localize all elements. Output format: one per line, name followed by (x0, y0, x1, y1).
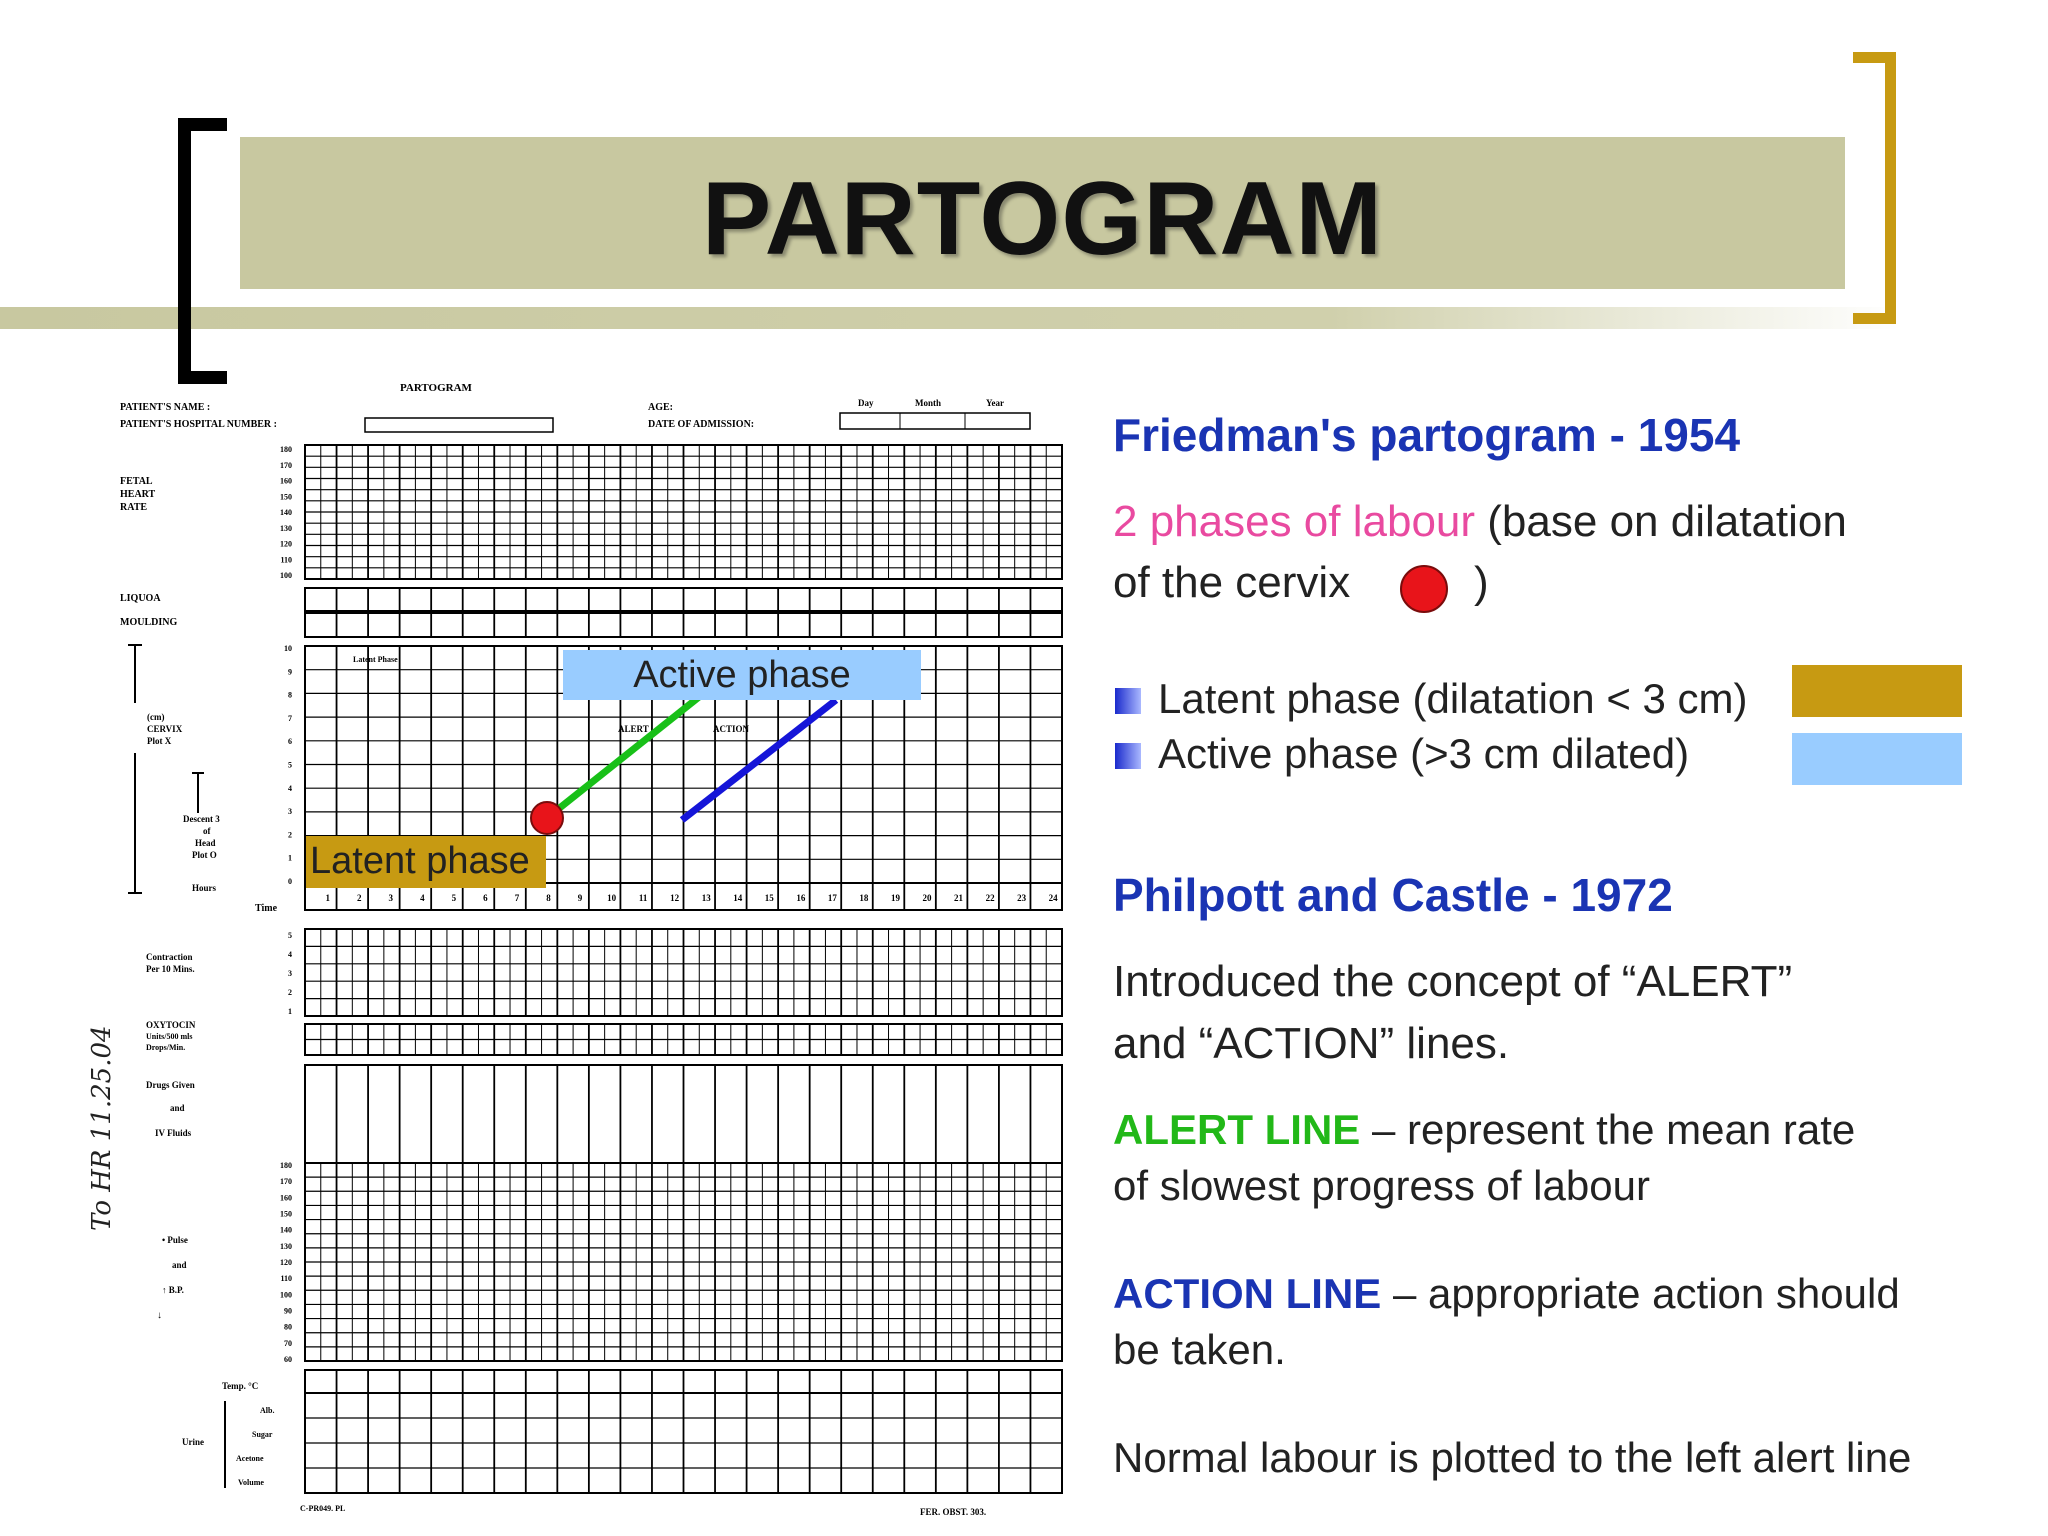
action-line-label: ACTION LINE (1113, 1270, 1382, 1317)
descent-label-1: Descent 3 (183, 814, 220, 824)
pulse-scale-tick: 130 (280, 1241, 292, 1251)
cervix-label-1: (cm) (147, 712, 165, 722)
form-partial-header: PARTOGRAM (400, 382, 472, 394)
hour-number: 16 (796, 893, 806, 903)
alert-line-description-2: of slowest progress of labour (1113, 1162, 1650, 1209)
active-phase-overlay-label: Active phase (633, 654, 851, 696)
moulding-label: MOULDING (120, 617, 178, 628)
fhr-label-1: FETAL (120, 476, 153, 487)
alert-small-label: ALERT (618, 724, 649, 734)
descent-label-3: Head (195, 838, 216, 848)
pulse-scale-tick: 120 (280, 1258, 292, 1267)
cervix-scale-tick: 8 (288, 690, 292, 700)
contraction-scale-tick: 3 (288, 969, 292, 978)
patient-name-label: PATIENT'S NAME : (120, 402, 211, 413)
form-footer-left: C-PR049. PL (300, 1504, 346, 1513)
hour-number: 24 (1048, 893, 1058, 903)
fhr-scale-tick: 120 (280, 539, 292, 549)
hour-number: 7 (514, 893, 520, 903)
hour-number: 10 (607, 893, 617, 903)
latent-phase-small-label: Latent Phase (353, 655, 398, 664)
fhr-scale-tick: 130 (280, 523, 292, 533)
hour-number: 1 (325, 893, 330, 903)
phases-rest-text: (base on dilatation (1487, 497, 1847, 546)
year-label: Year (986, 398, 1004, 408)
drugs-label-2: and (170, 1103, 185, 1113)
cervix-scale-tick: 0 (288, 877, 292, 886)
latent-active-transition-dot (531, 802, 563, 834)
oxytocin-label-3: Drops/Min. (146, 1043, 186, 1052)
hour-number: 18 (859, 893, 869, 903)
alert-line-label: ALERT LINE (1113, 1106, 1361, 1153)
fhr-scale-tick: 180 (280, 445, 292, 454)
hour-number: 6 (483, 893, 488, 903)
pulse-scale-tick: 110 (280, 1274, 292, 1284)
oxytocin-label-2: Units/500 mls (146, 1032, 193, 1041)
hour-number: 15 (764, 893, 774, 903)
hour-number: 21 (954, 893, 964, 903)
cervix-label-2: CERVIX (147, 724, 183, 734)
drugs-label-1: Drugs Given (146, 1080, 195, 1090)
cervix-scale-tick: 3 (288, 807, 292, 817)
date-admission-label: DATE OF ADMISSION: (648, 419, 755, 430)
hour-number: 9 (577, 893, 583, 903)
month-label: Month (915, 398, 942, 408)
hour-number: 19 (890, 893, 900, 903)
urine-sugar-label: Sugar (252, 1430, 273, 1439)
contraction-scale-tick: 4 (288, 950, 292, 959)
cervix-scale-tick: 7 (288, 713, 292, 723)
cervix-scale-tick: 6 (288, 737, 292, 747)
descent-label-2: of (203, 826, 211, 836)
bullet-square-icon (1115, 743, 1141, 769)
hour-number: 11 (638, 893, 648, 903)
hours-label: Hours (192, 883, 217, 893)
handwritten-note: To HR 11.25.04 (87, 1025, 117, 1231)
action-line (682, 700, 836, 820)
cervix-scale-tick: 1 (288, 853, 292, 863)
urine-acetone-label: Acetone (236, 1454, 264, 1463)
descent-label-4: Plot O (192, 850, 217, 860)
fhr-scale-tick: 110 (280, 555, 292, 565)
pulse-scale-tick: 80 (284, 1322, 292, 1332)
hour-number: 4 (420, 893, 425, 903)
hour-number: 12 (670, 893, 680, 903)
pulse-scale-tick: 150 (280, 1209, 292, 1219)
cervix-scale-tick: 4 (288, 783, 292, 793)
cervix-red-dot-icon (1400, 565, 1448, 613)
time-label: Time (255, 903, 278, 914)
action-line-description (1113, 1270, 1900, 1318)
fhr-scale-tick: 150 (280, 492, 292, 502)
hour-number: 23 (1017, 893, 1027, 903)
contraction-label-1: Contraction (146, 952, 193, 962)
action-small-label: ACTION (713, 724, 750, 734)
hour-number: 3 (388, 893, 394, 903)
hour-number: 13 (701, 893, 711, 903)
fhr-scale-tick: 170 (280, 460, 292, 470)
urine-volume-label: Volume (238, 1478, 264, 1487)
hour-number: 8 (546, 893, 551, 903)
hour-number: 20 (922, 893, 932, 903)
phases-line-2: of the cervix (1113, 558, 1351, 607)
cervix-scale-tick: 9 (288, 667, 292, 677)
contraction-scale-tick: 1 (288, 1007, 292, 1016)
alert-line-rest: – represent the mean rate (1360, 1106, 1856, 1153)
pulse-label-1: • Pulse (162, 1235, 188, 1245)
normal-labour-note: Normal labour is plotted to the left alert line (1113, 1434, 1912, 1481)
hour-number: 17 (827, 893, 837, 903)
fhr-label-3: RATE (120, 502, 148, 513)
temp-label: Temp. °C (222, 1381, 259, 1391)
hour-number: 22 (985, 893, 995, 903)
intro-line-2: and “ACTION” lines. (1113, 1019, 1510, 1068)
pulse-scale-tick: 60 (284, 1355, 292, 1364)
alert-line (547, 693, 704, 818)
latent-phase-bullet: Latent phase (dilatation < 3 cm) (1158, 675, 1748, 722)
pulse-scale-tick: 170 (280, 1177, 292, 1187)
fhr-scale-tick: 140 (280, 508, 292, 517)
latent-phase-overlay-label: Latent phase (310, 840, 530, 882)
urine-label: Urine (182, 1437, 204, 1447)
active-phase-bullet: Active phase (>3 cm dilated) (1158, 730, 1690, 777)
slide-title: PARTOGRAM (701, 161, 1384, 277)
oxytocin-label-1: OXYTOCIN (146, 1020, 196, 1030)
pulse-scale-tick: 160 (280, 1193, 292, 1203)
friedman-heading: Friedman's partogram - 1954 (1113, 409, 1741, 461)
pulse-label-3: ↑ B.P. (162, 1285, 184, 1295)
action-line-description-2: be taken. (1113, 1326, 1286, 1373)
hour-number: 14 (733, 893, 743, 903)
phases-line-1 (1113, 492, 1847, 552)
hour-number: 5 (451, 893, 457, 903)
intro-line-1: Introduced the concept of “ALERT” (1113, 957, 1793, 1006)
urine-alb-label: Alb. (260, 1406, 275, 1415)
cervix-label-3: Plot X (147, 736, 172, 746)
pulse-scale-tick: 140 (280, 1225, 292, 1235)
pulse-scale-tick: 180 (280, 1161, 292, 1170)
fhr-label-2: HEART (120, 489, 156, 500)
pulse-scale-tick: 100 (280, 1290, 292, 1300)
pulse-label-2: and (172, 1260, 187, 1270)
philpott-heading: Philpott and Castle - 1972 (1113, 869, 1673, 921)
fhr-scale-tick: 100 (280, 571, 292, 580)
age-label: AGE: (648, 402, 673, 413)
cervix-scale-tick: 2 (288, 830, 292, 840)
cervix-scale-tick: 5 (288, 760, 292, 770)
day-label: Day (858, 398, 874, 408)
contraction-label-2: Per 10 Mins. (146, 964, 195, 974)
hospital-number-label: PATIENT'S HOSPITAL NUMBER : (120, 419, 277, 430)
pulse-scale-tick: 90 (284, 1306, 292, 1316)
phases-pink-text: 2 phases of labour (1113, 497, 1476, 546)
action-line-rest: – appropriate action should (1381, 1270, 1900, 1317)
pulse-scale-tick: 70 (284, 1338, 292, 1348)
pulse-label-4: ↓ (157, 1310, 162, 1321)
latent-phase-color-swatch (1792, 665, 1962, 717)
phases-close-paren: ) (1474, 558, 1489, 607)
hour-number: 2 (357, 893, 362, 903)
contraction-scale-tick: 2 (288, 988, 292, 997)
form-footer-right: FER. OBST. 303. (920, 1507, 987, 1517)
bullet-square-icon (1115, 688, 1141, 714)
alert-line-description (1113, 1106, 1855, 1154)
drugs-label-3: IV Fluids (155, 1128, 192, 1138)
liquor-label: LIQUOA (120, 593, 161, 604)
active-phase-color-swatch (1792, 733, 1962, 785)
contraction-scale-tick: 5 (288, 931, 292, 940)
cervix-scale-tick: 10 (284, 644, 292, 653)
fhr-scale-tick: 160 (280, 476, 292, 486)
